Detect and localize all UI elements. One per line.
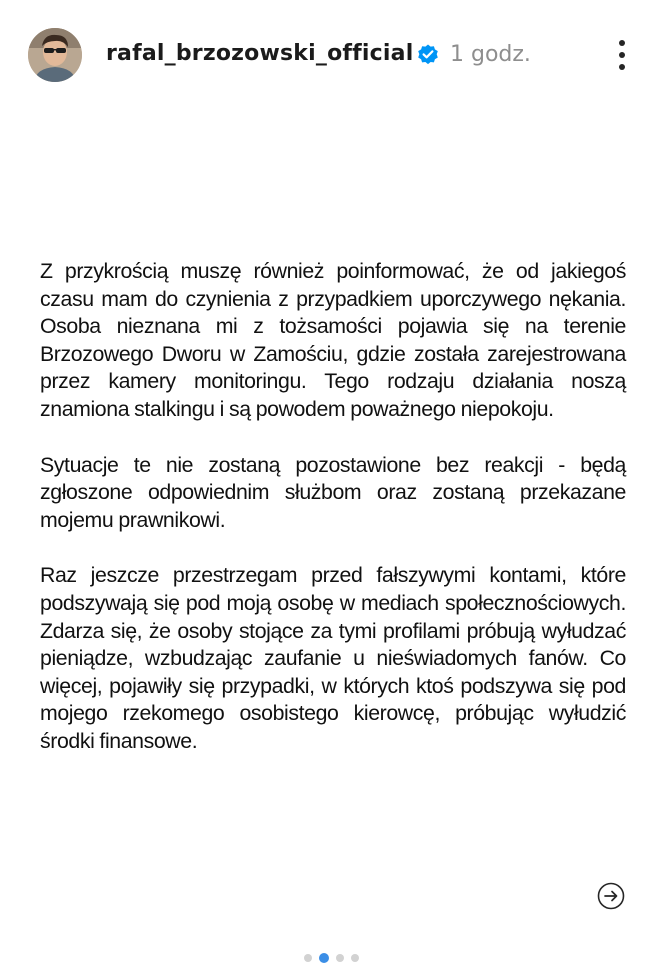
more-options-icon[interactable] — [610, 38, 634, 72]
carousel-dot — [336, 954, 344, 962]
carousel-dot — [304, 954, 312, 962]
post-text — [40, 258, 626, 784]
next-arrow-icon[interactable] — [597, 882, 625, 910]
carousel-dot — [351, 954, 359, 962]
verified-badge-icon — [416, 43, 440, 67]
carousel-indicator — [304, 953, 359, 963]
carousel-dot-active — [319, 953, 329, 963]
paragraph-3: Raz jeszcze przestrzegam przed fałszywymi kontami, które podszywają się pod moją osobę w mediach społecznościowych. Zdarza się, że osoby stojące za tymi profilami próbują wyłudzać pieniądze, wzbudzając zaufanie u nieświadomych fanów. Co więcej, pojawiły się przypadki, w których ktoś podszywa się pod mojego rzekomego osobistego kierowcę, próbując wyłudzić środki finansowe. — [40, 563, 626, 753]
paragraph-1: Z przykrością muszę również poinformować, że od jakiegoś czasu mam do czynienia z przypadkiem uporczywego nękania. Osoba nieznana mi z tożsamości pojawia się na terenie Brzozowego Dworu w Zamościu, gdzie została zarejestrowana przez kamery monitoringu. Tego rodzaju działania noszą znamiona stalkingu i są powodem poważnego niepokoju. — [40, 259, 626, 421]
post-time: 1 godz. — [450, 42, 531, 67]
avatar[interactable] — [28, 28, 82, 82]
avatar-image — [28, 28, 82, 82]
post-header — [0, 0, 664, 110]
username[interactable]: rafal_brzozowski_official — [106, 41, 414, 66]
paragraph-2: Sytuacje te nie zostaną pozostawione bez reakcji - będą zgłoszone odpowiednim służbom oraz zostaną przekazane mojemu prawnikowi. — [40, 452, 626, 532]
